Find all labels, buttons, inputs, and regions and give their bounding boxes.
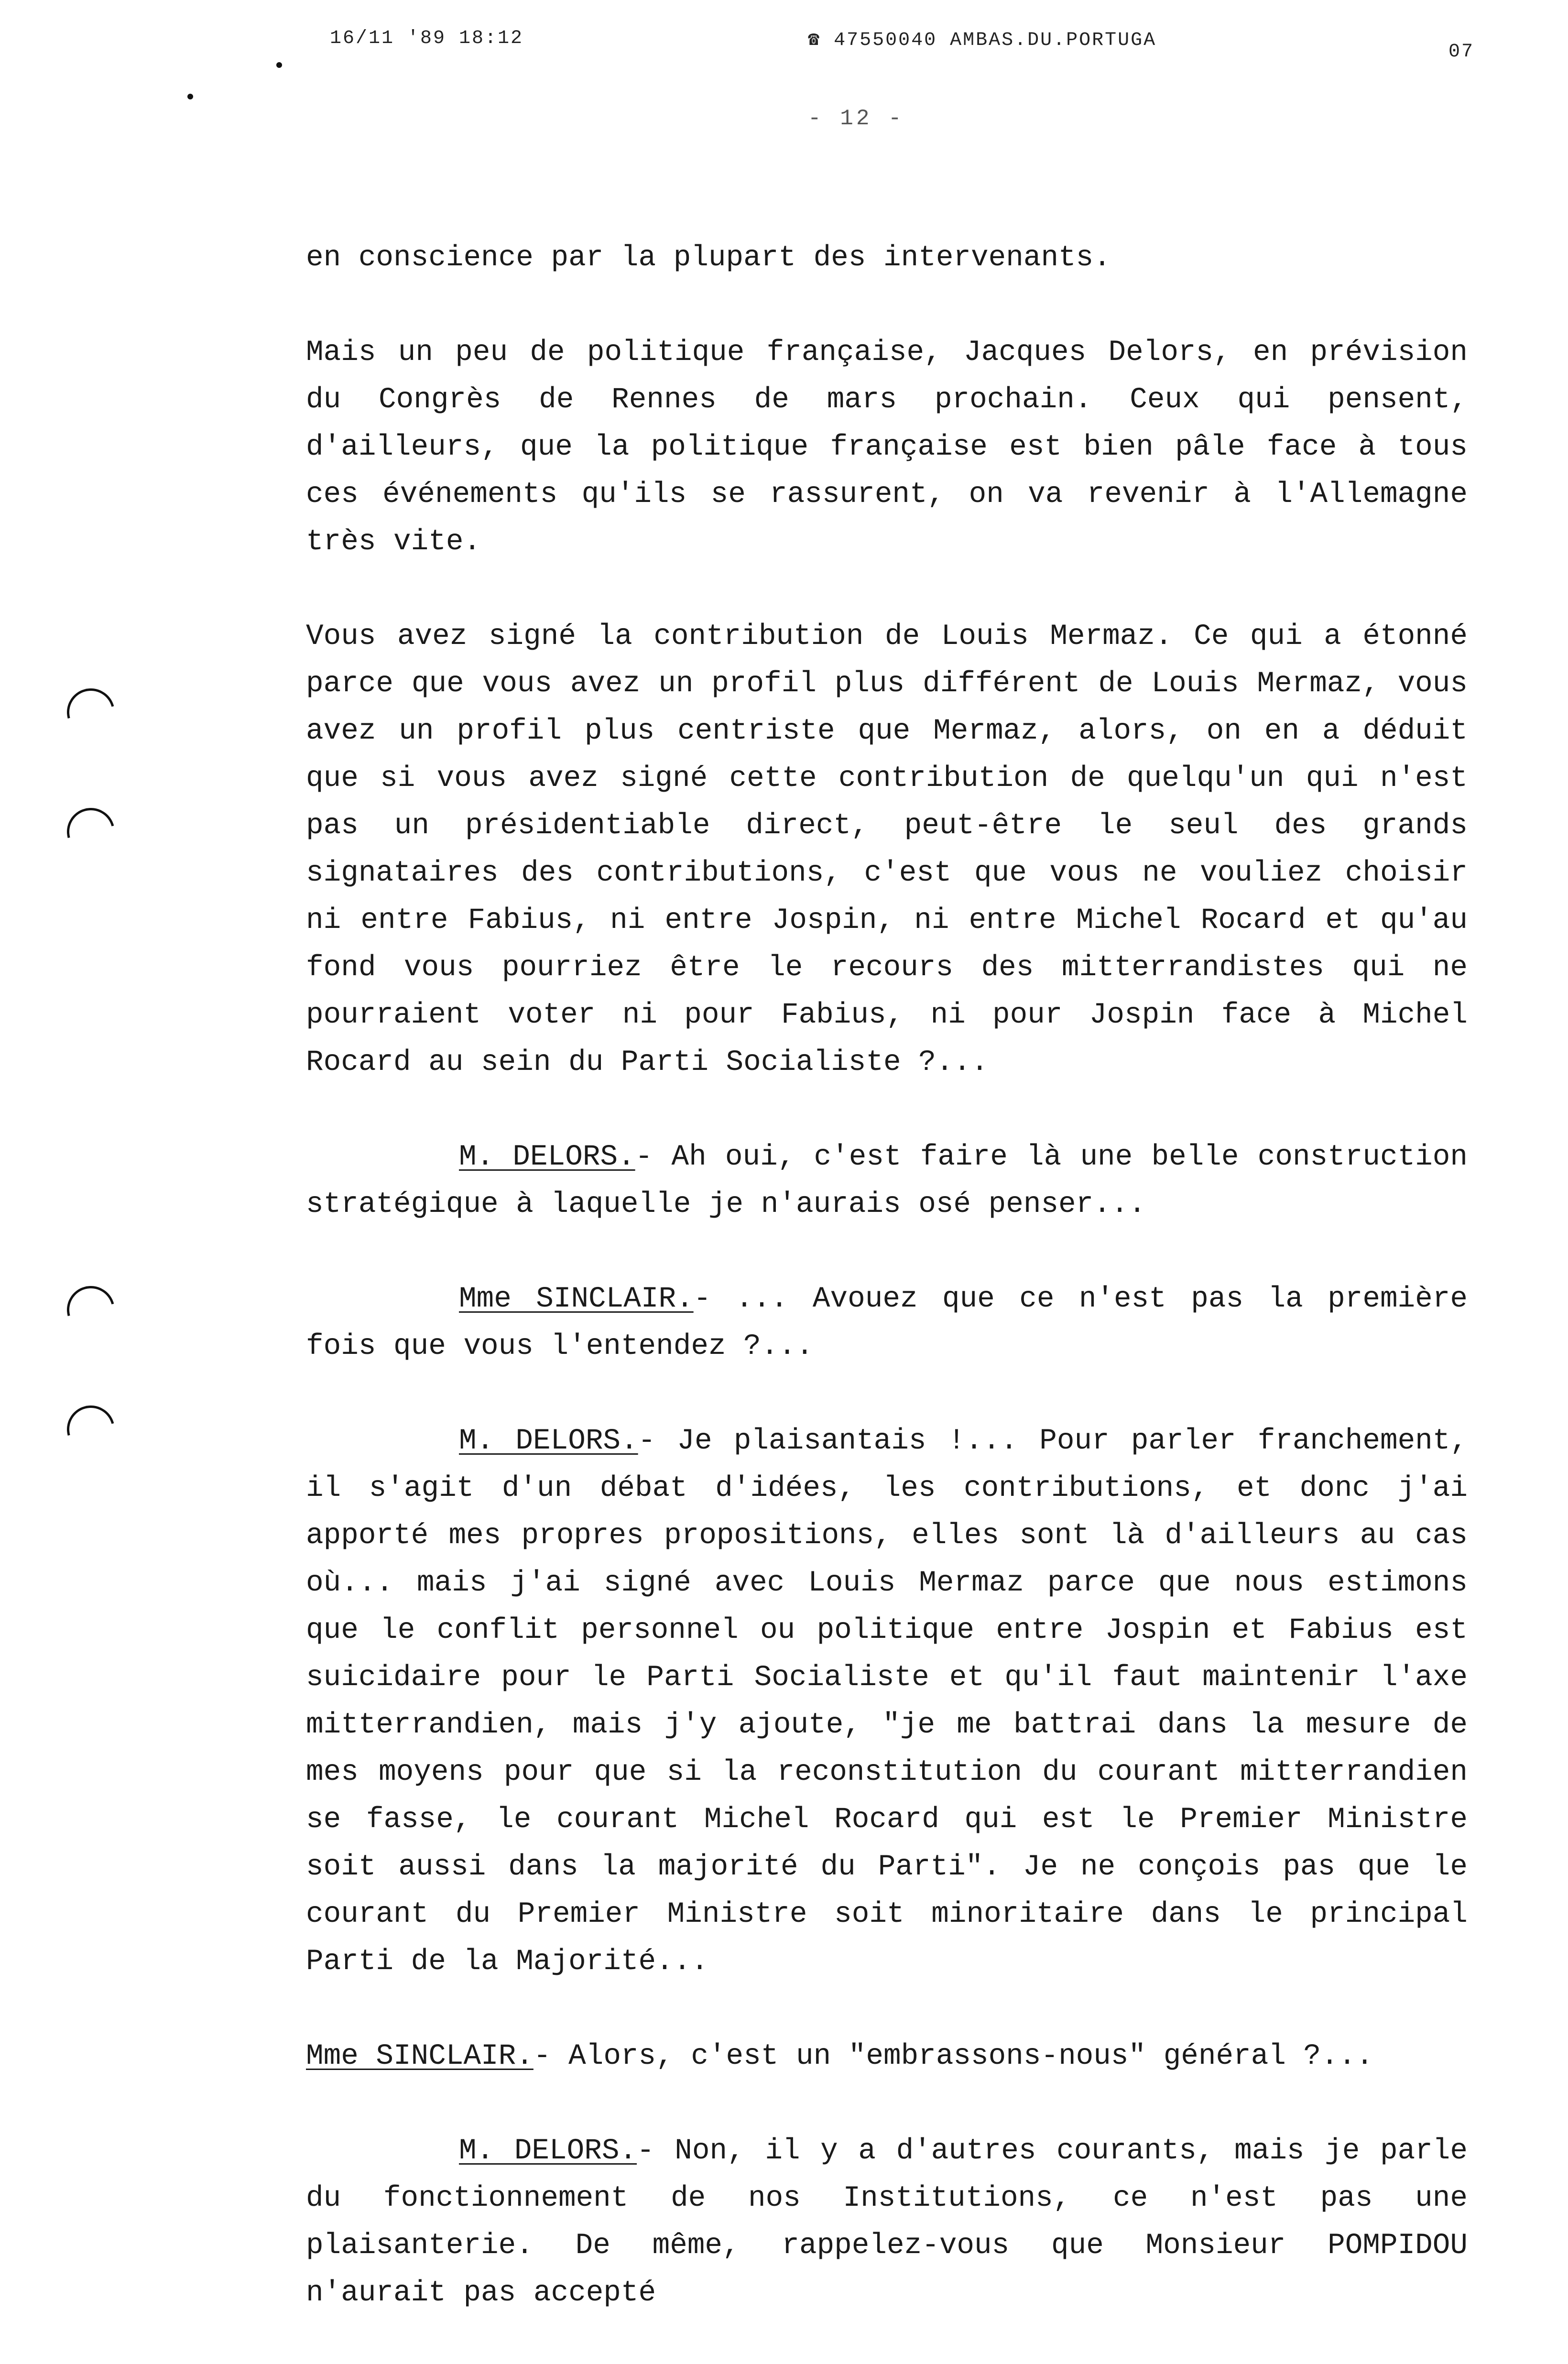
speaker-name: M. DELORS. (459, 1141, 635, 1174)
speaker-name: M. DELORS. (459, 1425, 638, 1458)
paragraph-text: en conscience par la plupart des intervenants. (306, 241, 1111, 274)
transcript-body (306, 234, 1468, 2364)
paragraph (306, 234, 1468, 282)
paragraph-text: - Ah oui, c'est faire là une belle construction stratégique à laquelle je n'aurais osé penser... (306, 1141, 1468, 1221)
speaker-name: M. DELORS. (459, 2135, 637, 2168)
punch-hole-mark (58, 1397, 124, 1462)
punch-hole-mark (58, 799, 124, 865)
dialogue-paragraph (306, 1133, 1468, 1228)
punch-hole-mark (58, 1277, 124, 1343)
speaker-name: Mme SINCLAIR. (306, 2040, 534, 2073)
paragraph-text: - Alors, c'est un "embrassons-nous" général ?... (533, 2040, 1373, 2073)
dialogue-paragraph (306, 2127, 1468, 2317)
scan-speck (276, 62, 282, 68)
fax-sender-line: ☎ 47550040 AMBAS.DU.PORTUGA (808, 30, 1157, 51)
paragraph-text: Vous avez signé la contribution de Louis Mermaz. Ce qui a étonné parce que vous avez un profil plus différent de Louis Mermaz, vous avez un profil plus centriste que Mermaz, alors, on en a déduit que si vous avez signé cette contribution de quelqu'un qui n'est pas un présidentiable direct, peut-être le seul des grands signataires des contributions, c'est que vous ne vouliez choisir ni entre Fabius, ni entre Jospin, ni entre Michel Rocard et qu'au fond vous pourriez être le recours des mitterrandistes qui ne pourraient voter ni pour Fabius, ni pour Jospin face à Michel Rocard au sein du Parti Socialiste ?... (306, 620, 1468, 1079)
page-number: - 12 - (808, 106, 904, 131)
fax-header (0, 28, 1568, 66)
scan-speck (187, 94, 193, 99)
speaker-name: Mme SINCLAIR. (459, 1283, 694, 1316)
paragraph-text: Mais un peu de politique française, Jacques Delors, en prévision du Congrès de Rennes de mars prochain. Ceux qui pensent, d'ailleurs, que la politique française est bien pâle face à tous ces événements qu'ils se rassurent, on va revenir à l'Allemagne très vite. (306, 336, 1468, 558)
paragraph (306, 613, 1468, 1086)
dialogue-paragraph (306, 2033, 1468, 2080)
paragraph (306, 329, 1468, 566)
paragraph-text: - Non, il y a d'autres courants, mais je parle du fonctionnement de nos Institutions, ce n'est pas une plaisanterie. De même, rappelez-vous que Monsieur POMPIDOU n'aurait pas accepté (306, 2135, 1468, 2310)
fax-date-time: 16/11 '89 18:12 (330, 28, 524, 49)
punch-hole-mark (58, 680, 124, 745)
fax-page-number: 07 (1448, 41, 1475, 63)
paragraph-text: - ... Avouez que ce n'est pas la première fois que vous l'entendez ?... (306, 1283, 1468, 1363)
dialogue-paragraph (306, 1275, 1468, 1370)
paragraph-text: - Je plaisantais !... Pour parler franchement, il s'agit d'un débat d'idées, les contributions, et donc j'ai apporté mes propres propositions, elles sont là d'ailleurs au cas où... mais j'ai signé avec Louis Mermaz parce que nous estimons que le conflit personnel ou politique entre Jospin et Fabius est suicidaire pour le Parti Socialiste et qu'il faut maintenir l'axe mitterrandien, mais j'y ajoute, "je me battrai dans la mesure de mes moyens pour que si la reconstitution du courant mitterrandien se fasse, le courant Michel Rocard qui est le Premier Ministre soit aussi dans la majorité du Parti". Je ne conçois pas que le courant du Premier Ministre soit minoritaire dans le principal Parti de la Majorité... (306, 1425, 1468, 1978)
dialogue-paragraph (306, 1417, 1468, 1985)
